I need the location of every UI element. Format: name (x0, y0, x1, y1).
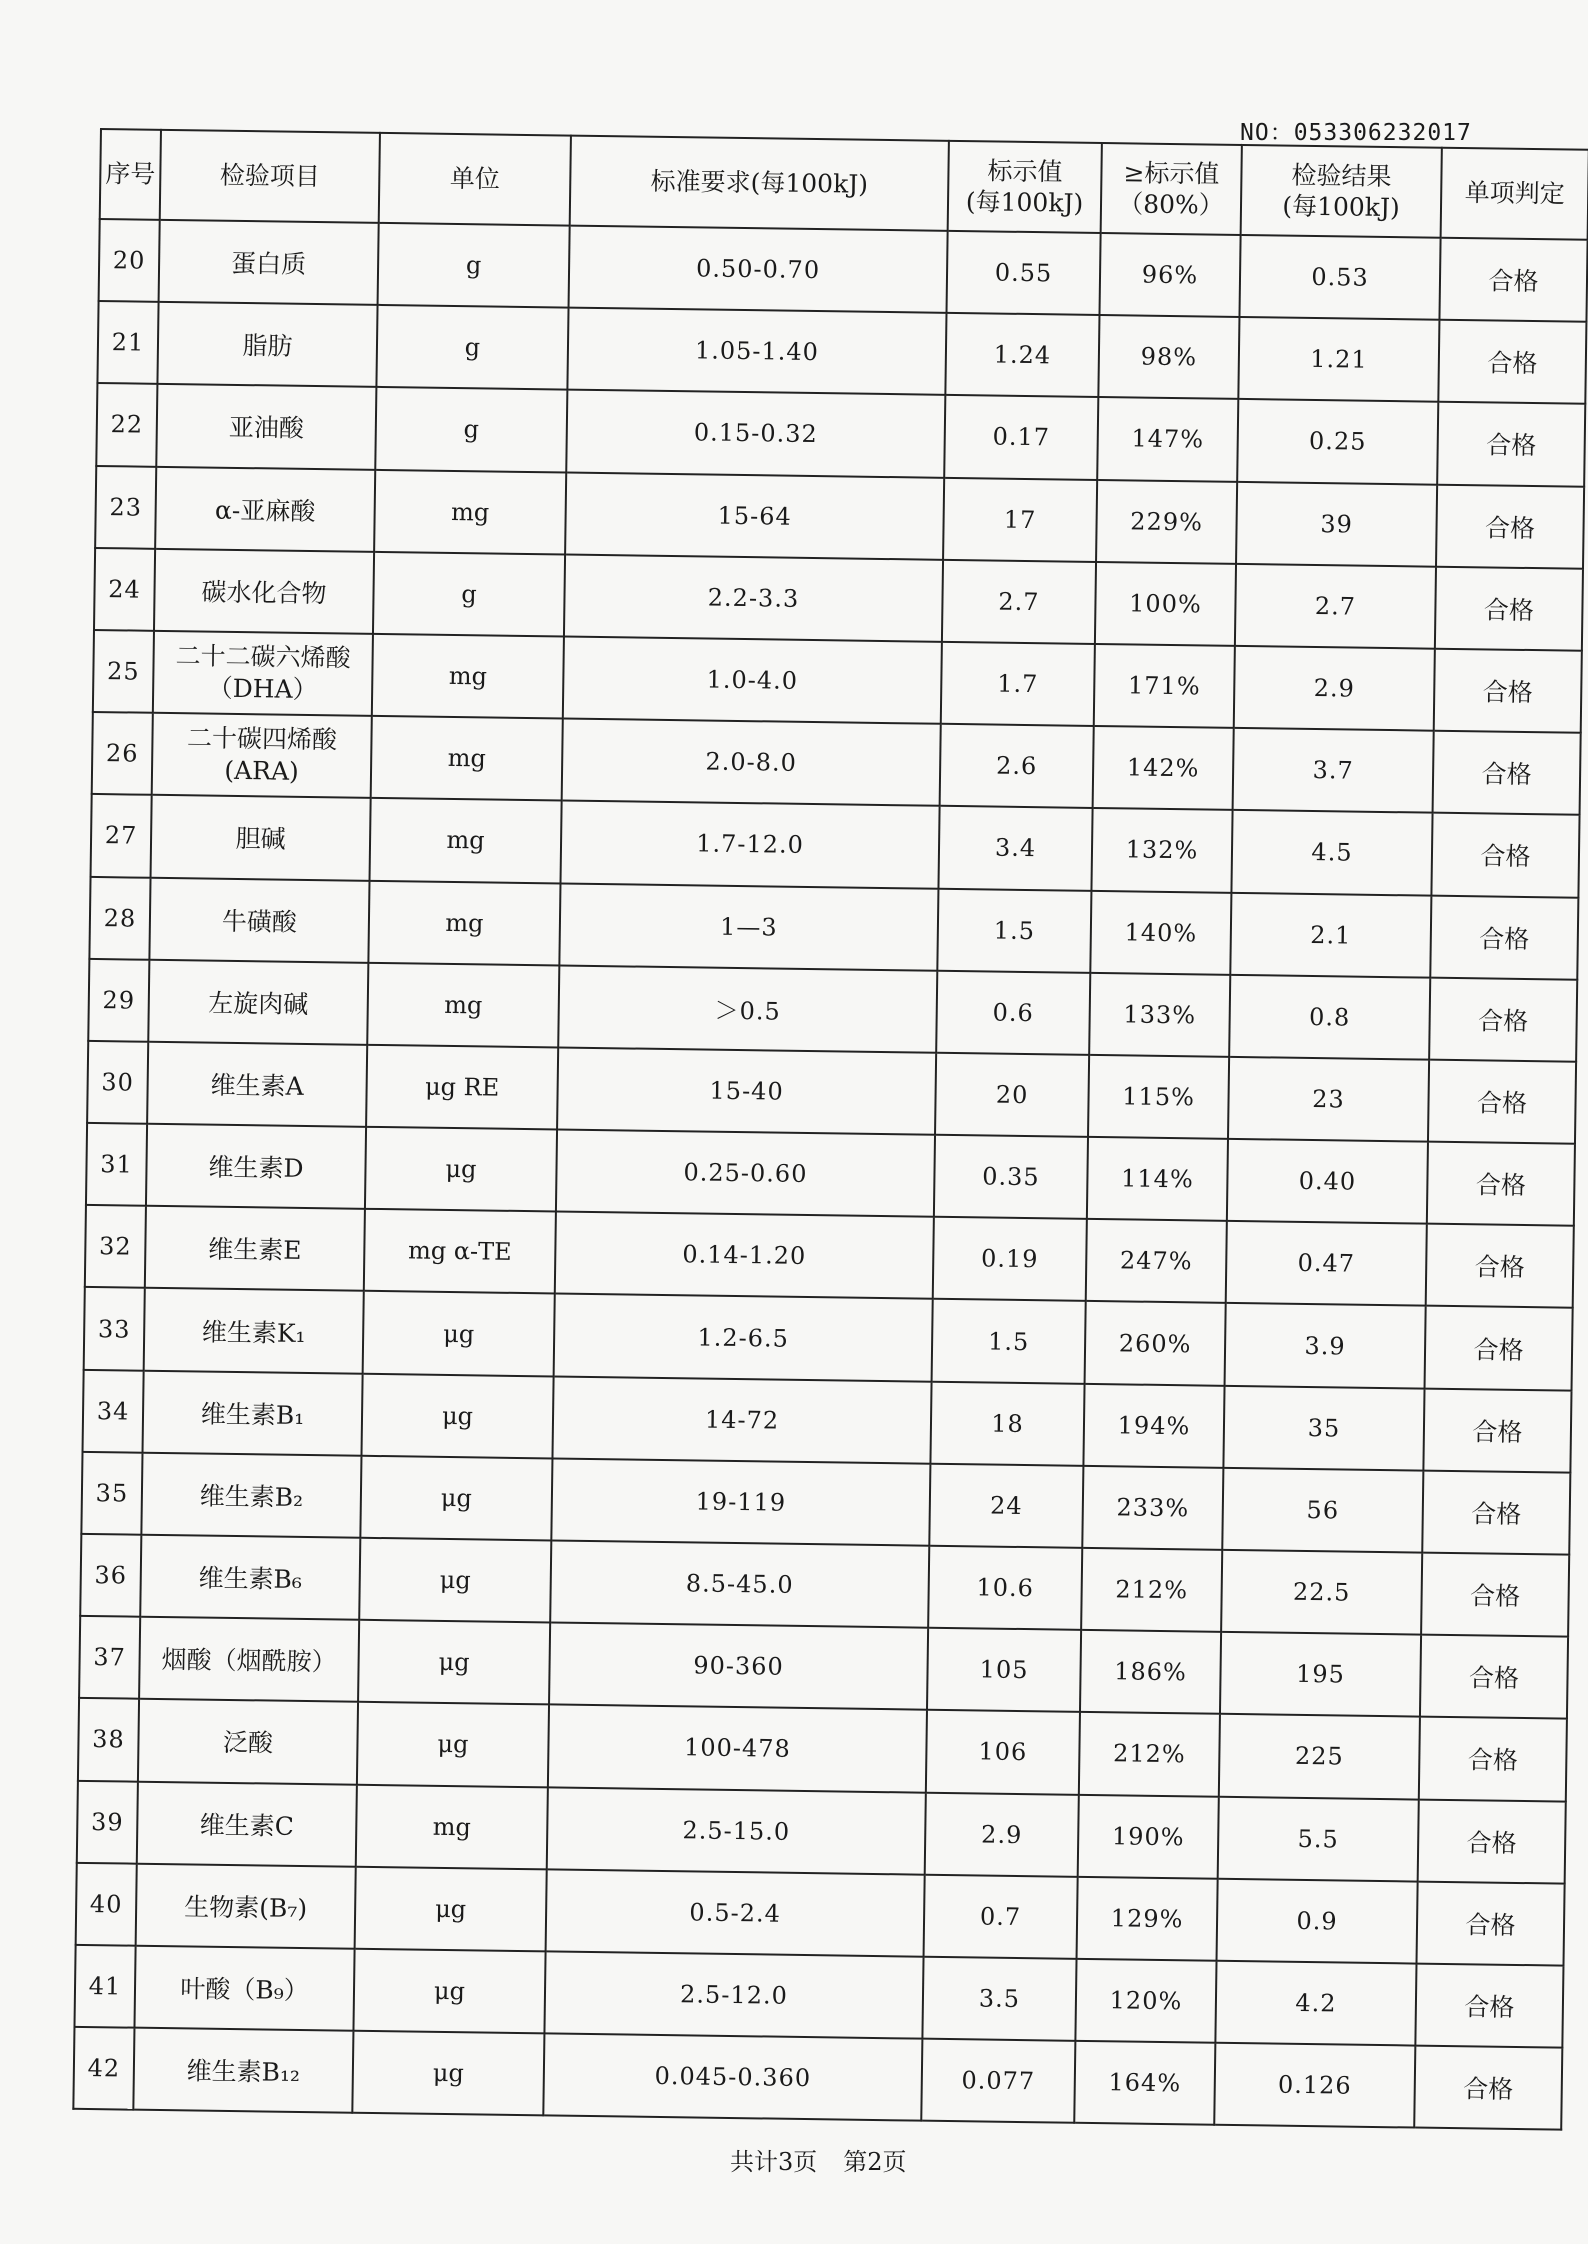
cell-percent: 142% (1093, 726, 1234, 810)
cell-verdict: 合格 (1420, 1635, 1568, 1719)
cell-result: 22.5 (1221, 1550, 1422, 1635)
cell-unit: mg (371, 716, 563, 801)
cell-item: 维生素C (137, 1781, 357, 1866)
cell-label-value: 105 (927, 1628, 1081, 1712)
cell-result: 5.5 (1218, 1796, 1419, 1881)
cell-unit: μg (352, 2031, 544, 2116)
cell-standard: 15-40 (557, 1047, 936, 1134)
cell-result: 3.7 (1233, 728, 1434, 813)
cell-standard: 0.14-1.20 (555, 1212, 934, 1299)
cell-standard: 1.0-4.0 (563, 636, 942, 723)
cell-item: 维生素B₁ (143, 1370, 363, 1455)
header-percent: ≥标示值 （80%） (1101, 143, 1242, 235)
cell-verdict: 合格 (1433, 731, 1581, 815)
cell-no: 39 (77, 1780, 138, 1863)
cell-result: 4.2 (1215, 1961, 1416, 2046)
cell-unit: μg (355, 1866, 547, 1951)
cell-no: 36 (80, 1534, 141, 1617)
cell-unit: mg (368, 880, 560, 965)
cell-percent: 233% (1082, 1466, 1223, 1550)
cell-percent: 190% (1078, 1794, 1219, 1878)
cell-standard: 0.045-0.360 (543, 2034, 922, 2121)
cell-label-value: 0.55 (946, 231, 1100, 315)
current-page: 第2页 (843, 2148, 907, 2176)
cell-verdict: 合格 (1418, 1799, 1566, 1883)
cell-no: 21 (97, 301, 158, 384)
header-unit: 单位 (379, 133, 571, 226)
cell-no: 22 (96, 383, 157, 466)
cell-no: 20 (99, 219, 160, 302)
cell-item: 牛磺酸 (149, 877, 369, 962)
cell-no: 41 (74, 1945, 135, 2028)
cell-item: 蛋白质 (159, 220, 379, 305)
total-pages: 共计3页 (730, 2148, 818, 2176)
cell-label-value: 0.6 (936, 970, 1090, 1054)
cell-verdict: 合格 (1421, 1553, 1569, 1637)
cell-standard: 0.25-0.60 (556, 1130, 935, 1217)
cell-result: 0.25 (1237, 399, 1438, 484)
header-label-value: 标示值 (每100kJ) (948, 141, 1102, 233)
cell-standard: 0.5-2.4 (546, 1869, 925, 1956)
cell-no: 40 (76, 1863, 137, 1946)
cell-standard: 2.5-15.0 (547, 1787, 926, 1874)
cell-verdict: 合格 (1429, 977, 1577, 1061)
cell-unit: mg (374, 469, 566, 554)
cell-verdict: 合格 (1417, 1881, 1565, 1965)
cell-result: 2.7 (1235, 564, 1436, 649)
cell-percent: 129% (1077, 1877, 1218, 1961)
cell-label-value: 1.7 (941, 642, 1095, 726)
cell-item: 烟酸（烟酰胺） (139, 1617, 359, 1702)
cell-standard: 2.5-12.0 (544, 1951, 923, 2038)
cell-result: 39 (1236, 481, 1437, 566)
cell-no: 31 (86, 1123, 147, 1206)
cell-label-value: 24 (929, 1464, 1083, 1548)
cell-percent: 171% (1094, 644, 1235, 728)
cell-unit: μg (363, 1291, 555, 1376)
cell-unit: mg (356, 1784, 548, 1869)
cell-standard: 2.2-3.3 (564, 554, 943, 641)
cell-result: 195 (1220, 1632, 1421, 1717)
report-number: NO：053306232017 (1240, 120, 1472, 146)
cell-verdict: 合格 (1415, 1963, 1563, 2047)
cell-item: 二十二碳六烯酸 （DHA） (153, 631, 373, 716)
cell-verdict: 合格 (1434, 649, 1582, 733)
cell-item: 碳水化合物 (154, 549, 374, 634)
cell-unit: mg (372, 634, 564, 719)
cell-label-value: 2.9 (925, 1792, 1079, 1876)
cell-result: 0.126 (1214, 2043, 1415, 2128)
cell-percent: 212% (1079, 1712, 1220, 1796)
cell-verdict: 合格 (1419, 1717, 1567, 1801)
cell-no: 38 (78, 1698, 139, 1781)
cell-item: 维生素B₆ (140, 1535, 360, 1620)
cell-label-value: 2.7 (942, 560, 1096, 644)
cell-verdict: 合格 (1436, 484, 1584, 568)
cell-verdict: 合格 (1422, 1470, 1570, 1554)
cell-label-value: 2.6 (940, 724, 1094, 808)
cell-result: 0.40 (1227, 1139, 1428, 1224)
cell-unit: mg (370, 798, 562, 883)
cell-percent: 147% (1097, 397, 1238, 481)
cell-result: 35 (1223, 1385, 1424, 1470)
cell-label-value: 0.7 (924, 1874, 1078, 1958)
cell-unit: g (375, 387, 567, 472)
cell-percent: 140% (1090, 890, 1231, 974)
cell-percent: 194% (1083, 1383, 1224, 1467)
cell-no: 34 (83, 1370, 144, 1453)
header-result: 检验结果 (每100kJ) (1241, 145, 1442, 238)
cell-percent: 120% (1075, 1959, 1216, 2043)
cell-item: 二十碳四烯酸 (ARA) (152, 713, 372, 798)
cell-percent: 212% (1081, 1548, 1222, 1632)
cell-verdict: 合格 (1423, 1388, 1571, 1472)
cell-result: 0.53 (1239, 235, 1440, 320)
cell-unit: μg (359, 1538, 551, 1623)
cell-result: 56 (1222, 1468, 1423, 1553)
cell-verdict: 合格 (1427, 1142, 1575, 1226)
cell-result: 0.8 (1229, 975, 1430, 1060)
cell-no: 35 (81, 1452, 142, 1535)
cell-label-value: 0.35 (934, 1135, 1088, 1219)
cell-label-value: 0.17 (944, 395, 1098, 479)
cell-unit: μg (360, 1456, 552, 1541)
cell-result: 4.5 (1231, 810, 1432, 895)
cell-verdict: 合格 (1414, 2046, 1562, 2130)
cell-unit: μg (357, 1702, 549, 1787)
cell-label-value: 1.5 (937, 888, 1091, 972)
cell-unit: μg (358, 1620, 550, 1705)
cell-item: α-亚麻酸 (155, 466, 375, 551)
cell-label-value: 10.6 (928, 1546, 1082, 1630)
cell-verdict: 合格 (1430, 895, 1578, 979)
header-no: 序号 (100, 129, 161, 220)
cell-result: 3.9 (1225, 1303, 1426, 1388)
cell-item: 维生素K₁ (144, 1288, 364, 1373)
cell-item: 维生素D (146, 1124, 366, 1209)
cell-no: 30 (87, 1041, 148, 1124)
cell-no: 37 (79, 1616, 140, 1699)
cell-verdict: 合格 (1425, 1306, 1573, 1390)
cell-unit: mg α-TE (364, 1209, 556, 1294)
cell-item: 维生素B₁₂ (133, 2028, 353, 2113)
cell-standard: 2.0-8.0 (562, 719, 941, 806)
cell-verdict: 合格 (1428, 1060, 1576, 1144)
cell-percent: 96% (1099, 233, 1240, 317)
cell-verdict: 合格 (1426, 1224, 1574, 1308)
cell-unit: μg (365, 1127, 557, 1212)
cell-unit: μg RE (366, 1045, 558, 1130)
cell-result: 225 (1219, 1714, 1420, 1799)
cell-verdict: 合格 (1437, 402, 1585, 486)
cell-unit: mg (367, 963, 559, 1048)
cell-percent: 114% (1087, 1137, 1228, 1221)
cell-label-value: 3.5 (922, 1957, 1076, 2041)
cell-standard: 90-360 (549, 1623, 928, 1710)
cell-standard: 14-72 (552, 1376, 931, 1463)
cell-percent: 247% (1086, 1219, 1227, 1303)
cell-standard: 15-64 (565, 472, 944, 559)
cell-percent: 100% (1095, 562, 1236, 646)
cell-no: 29 (88, 959, 149, 1042)
cell-percent: 115% (1088, 1055, 1229, 1139)
page-footer (730, 2142, 933, 2177)
cell-result: 1.21 (1238, 317, 1439, 402)
cell-result: 2.9 (1234, 646, 1435, 731)
cell-verdict: 合格 (1435, 566, 1583, 650)
cell-unit: μg (361, 1373, 553, 1458)
cell-item: 生物素(B₇) (136, 1863, 356, 1948)
cell-label-value: 18 (930, 1381, 1084, 1465)
cell-item: 维生素A (147, 1042, 367, 1127)
header-standard: 标准要求(每100kJ) (570, 136, 949, 231)
cell-standard: 1.2-6.5 (554, 1294, 933, 1381)
cell-unit: g (376, 305, 568, 390)
cell-label-value: 3.4 (938, 806, 1092, 890)
cell-item: 叶酸（B₉） (134, 1946, 354, 2031)
header-verdict: 单项判定 (1441, 148, 1588, 240)
cell-item: 左旋肉碱 (148, 959, 368, 1044)
inspection-table (72, 128, 1588, 2131)
header-item: 检验项目 (160, 130, 380, 223)
cell-no: 42 (73, 2027, 134, 2110)
cell-percent: 260% (1085, 1301, 1226, 1385)
cell-percent: 186% (1080, 1630, 1221, 1714)
cell-standard: 0.15-0.32 (566, 390, 945, 477)
cell-label-value: 0.077 (921, 2039, 1075, 2123)
cell-standard: 1.7-12.0 (561, 801, 940, 888)
cell-no: 28 (89, 876, 150, 959)
cell-result: 23 (1228, 1057, 1429, 1142)
cell-percent: 133% (1089, 973, 1230, 1057)
cell-unit: g (378, 223, 570, 308)
cell-no: 24 (94, 548, 155, 631)
cell-standard: 0.50-0.70 (569, 226, 948, 313)
table-body (73, 219, 1587, 2130)
cell-result: 0.47 (1226, 1221, 1427, 1306)
cell-label-value: 20 (935, 1053, 1089, 1137)
cell-percent: 229% (1096, 480, 1237, 564)
cell-percent: 98% (1098, 315, 1239, 399)
cell-label-value: 1.5 (932, 1299, 1086, 1383)
cell-label-value: 17 (943, 477, 1097, 561)
cell-unit: μg (353, 1949, 545, 2034)
cell-no: 25 (93, 630, 154, 713)
cell-label-value: 106 (926, 1710, 1080, 1794)
cell-standard: ＞0.5 (558, 965, 937, 1052)
cell-percent: 164% (1074, 2041, 1215, 2125)
cell-result: 0.9 (1217, 1879, 1418, 1964)
cell-no: 23 (95, 466, 156, 549)
cell-standard: 1.05-1.40 (567, 308, 946, 395)
cell-result: 2.1 (1230, 892, 1431, 977)
cell-no: 26 (92, 712, 153, 795)
cell-verdict: 合格 (1439, 238, 1587, 322)
cell-label-value: 0.19 (933, 1217, 1087, 1301)
cell-standard: 8.5-45.0 (550, 1540, 929, 1627)
cell-verdict: 合格 (1438, 320, 1586, 404)
cell-no: 33 (84, 1287, 145, 1370)
cell-standard: 100-478 (548, 1705, 927, 1792)
cell-item: 维生素B₂ (141, 1453, 361, 1538)
cell-unit: g (373, 552, 565, 637)
cell-item: 脂肪 (157, 302, 377, 387)
cell-item: 维生素E (145, 1206, 365, 1291)
cell-item: 亚油酸 (156, 384, 376, 469)
cell-percent: 132% (1091, 808, 1232, 892)
cell-no: 27 (91, 794, 152, 877)
cell-label-value: 1.24 (945, 313, 1099, 397)
cell-verdict: 合格 (1431, 813, 1579, 897)
inspection-table-sheet (72, 128, 1588, 2131)
cell-standard: 19-119 (551, 1458, 930, 1545)
cell-item: 泛酸 (138, 1699, 358, 1784)
cell-standard: 1—3 (559, 883, 938, 970)
cell-item: 胆碱 (151, 795, 371, 880)
cell-no: 32 (85, 1205, 146, 1288)
